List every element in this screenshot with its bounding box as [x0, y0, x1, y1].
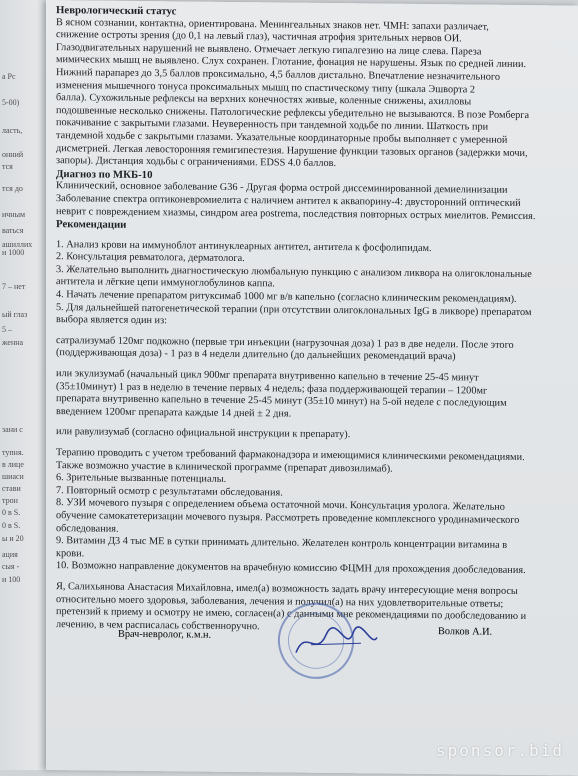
doctor-title: Врач-невролог, к.м.н.: [118, 628, 212, 641]
recommendation-line: Также возможно участие в клинической программе (препарат дивозилимаб).: [56, 459, 393, 475]
background-text-fragment: ашиллих: [2, 240, 33, 249]
document-page: [46, 0, 578, 776]
consent-line: претензий к приему и осмотру не имею, согласен(а) с данными мне рекомендациями по дообследованию и: [56, 606, 527, 623]
background-text-fragment: ы и 20: [2, 534, 24, 543]
background-text-fragment: в лице: [2, 460, 24, 469]
recommendation-line: (поддерживающая доза) - 1 раз в 4 недели длительно (до дальнейших рекомендаций врача): [56, 347, 456, 363]
background-text-fragment: зани с: [2, 425, 23, 434]
diagnosis-heading: Диагноз по МКБ-10: [56, 167, 153, 181]
recommendation-line: крови.: [56, 547, 85, 560]
background-text-fragment: тупня.: [2, 448, 24, 457]
background-text-fragment: сыя -: [2, 562, 20, 571]
background-text-fragment: ласть,: [2, 126, 23, 135]
consent-line: относительно моего здоровья, заболевания, лечения и получил(а) на них удовлетворительные ответы;: [56, 593, 504, 610]
diagnosis-text: [56, 180, 561, 223]
background-text-fragment: тся до: [2, 184, 23, 193]
consent-line: лечению, в чем расписалась собственноручно.: [56, 618, 260, 632]
doctor-name: Волков А.И.: [438, 626, 493, 638]
neuro-status-line: балла). Сухожильные рефлексы на верхних конечностях живые, коленные снижены, ахилловы: [56, 92, 472, 108]
neuro-status-text: [56, 17, 561, 173]
recommendation-line: препарата внутривенно капельно в течение 25-45 минут (35±10 минут) на 5-ой неделе с последующим: [56, 393, 507, 410]
neuro-status-line: Нижний парапарез до 3,5 баллов проксимально, 4,5 баллов дистально. Впечатление незначительного: [56, 67, 501, 83]
background-text-fragment: ый глаз: [2, 310, 28, 319]
background-text-fragment: тся: [2, 162, 13, 171]
recommendation-line: 6. Зрительные вызванные потенциалы.: [56, 472, 227, 486]
recommendations-satralizumab: [56, 335, 561, 365]
recommendation-line: 5. Для дальнейшей патогенетической терапии (при отсутствии олигоклональных IgG в ликворе) препаратом: [56, 301, 532, 318]
background-text-fragment: ичным: [2, 210, 26, 219]
recommendation-line: 10. Возможно направление документов на врачебную комиссию ФЦМН для прохождения дообследования.: [56, 560, 526, 577]
consent-line: Я, Салихьянова Анастасия Михайловна, имел(а) возможность задать врачу интересующие меня вопросы: [56, 581, 518, 597]
diagnosis-line: Клинический, основное заболевание G36 - Другая форма острой диссеминированной демиелинизации: [56, 180, 508, 197]
recommendation-line: 4. Начать лечение препаратом ритуксимаб 1000 мг в/в капельно (согласно клиническим рекомендациям).: [56, 289, 517, 305]
neuro-status-line: дисметрией. Легкая левосторонняя гемигипестезия. Нарушение функции тазовых органов (задержки мочи,: [56, 142, 528, 159]
neuro-status-line: мимических мышц не выявлено. Слух сохранен. Глотание, фонация не нарушены. Язык по средней линии.: [56, 54, 527, 71]
background-text-fragment: и 1000: [2, 248, 25, 257]
neuro-status-line: Глазодвигательных нарушений не выявлено. Отмечает легкую гипалгезию на лице слева. Пареза: [56, 41, 482, 58]
recommendation-line: или экулизумаб (начальный цикл 900мг препарата внутривенно капельно в течение 25-45 минут: [56, 368, 479, 384]
document-content: [56, 4, 561, 637]
neuro-status-line: изменения мышечного тонуса проксимальных мышц по спастическому типу (шкала Эшворта 2: [56, 79, 476, 96]
neuro-status-line: тандемной ходьбе с закрытыми глазами. Указательные координаторные пробы выполняет с умеренной: [56, 130, 508, 146]
recommendation-line: (35±10минут) 1 раз в неделю в течение первых 4 недель; фаза поддерживающей терапии – 1200мг: [56, 380, 488, 397]
background-text-fragment: шиаси: [2, 472, 24, 481]
recommendation-line: обследования.: [56, 522, 119, 535]
neuro-status-line: В ясном сознании, контактна, ориентирована. Менингеальных знаков нет. ЧМН: запахи различает,: [56, 16, 489, 33]
neuro-status-line: покачивание с закрытыми глазами. Неуверенность при тандемной ходьбе по линии. Шаткость при: [56, 117, 489, 133]
recommendation-line: 2. Консультация ревматолога, дерматолога.: [56, 251, 245, 265]
recommendation-line: 7. Повторный осмотр с результатами обследования.: [56, 484, 283, 499]
background-text-fragment: женна: [2, 338, 24, 347]
neuro-status-line: снижение остроты зрения (до 0,1 на левый глаз), частичная атрофия зрительных нервов ОИ.: [56, 29, 462, 45]
diagnosis-line: Заболевание спектра оптиконевромиелита с наличием антител к аквапорину-4: двусторонний оптический: [56, 193, 521, 209]
neuro-status-heading: Неврологический статус: [56, 4, 177, 18]
background-text-fragment: 5 –: [2, 325, 12, 334]
recommendations-heading: Рекомендации: [56, 218, 127, 231]
recommendation-line: введением 1200мг препарата каждые 14 дней ± 2 дня.: [56, 405, 292, 420]
recommendation-line: 1. Анализ крови на иммуноблот антинуклеарных антител, антитела к фосфолипидам.: [56, 238, 432, 254]
background-text-fragment: 0 в S.: [2, 508, 21, 517]
background-text-fragment: трон: [2, 496, 18, 505]
recommendations-ravulizumab: или равулизумаб (согласно официальной инструкции к препарату).: [56, 426, 351, 441]
recommendation-line: 9. Витамин Д3 4 тыс МЕ в сутки принимать длительно. Желателен контроль концентрации витамина в: [56, 535, 508, 551]
recommendation-line: обучение самокатетеризации мочевого пузыря. Рассмотреть проведение комплексного уродинамического: [56, 510, 520, 526]
recommendation-line: сатрализумаб 120мг подкожно (первые три инъекции (нагрузочная доза) 1 раз в две недели. После этого: [56, 334, 514, 351]
recommendation-line: 8. УЗИ мочевого пузыря с определением объема остаточной мочи. Консультация уролога. Желательно: [56, 497, 505, 514]
background-text-fragment: 7 – нет: [2, 282, 26, 291]
background-text-fragment: онний: [2, 150, 24, 159]
background-text-fragment: 0 в S.: [2, 521, 21, 530]
recommendation-line: выбора является один из:: [56, 314, 167, 327]
recommendation-line: 3. Желательно выполнить диагностическую люмбальную пункцию с анализом ликвора на олигоклональные: [56, 263, 532, 280]
recommendations-list-a: [56, 239, 561, 332]
recommendation-line: Терапию проводить с учетом требований фармаконадзора и имеющимися клиническими рекомендациями.: [56, 447, 525, 464]
recommendations-list-b: [56, 447, 561, 578]
recommendations-eculizumab: [56, 368, 561, 424]
recommendation-line: антитела и лёгкие цепи иммуноглобулинов каппа.: [56, 276, 275, 290]
neuro-status-line: подошвенные несколько снижены. Патологические рефлексы убедительно не вызываются. В позе Ромберга: [56, 104, 530, 121]
background-text-fragment: 5-00): [2, 98, 20, 107]
background-text-fragment: стави: [2, 484, 21, 493]
watermark-text: sponsor.bid: [436, 741, 564, 760]
background-text-fragment: а Рс: [2, 72, 16, 81]
background-text-fragment: и 100: [2, 575, 21, 584]
background-text-fragment: ваться: [2, 226, 24, 235]
background-text-fragment: ация: [2, 550, 18, 559]
diagnosis-line: неврит с повреждением хиазмы, синдром area postrema, последствия повторных острых миелитов. Ремиссия.: [56, 205, 536, 222]
neuro-status-line: запоры). Дистанция ходьбы с ограничениями. EDSS 4.0 баллов.: [56, 155, 337, 170]
doctor-signature: [291, 623, 381, 664]
